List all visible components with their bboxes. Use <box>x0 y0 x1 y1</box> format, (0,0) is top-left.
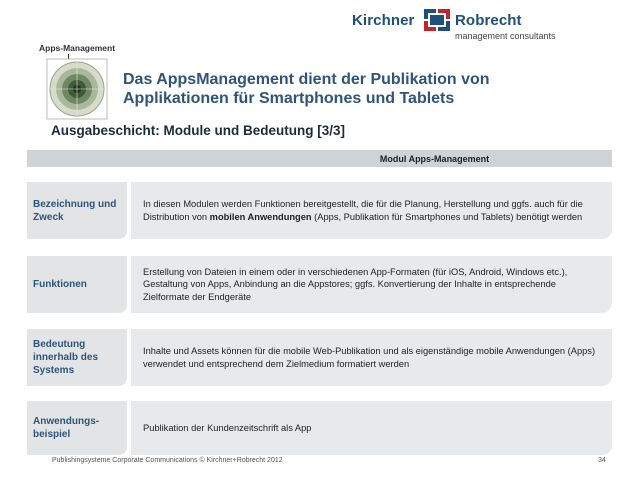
topic-label: Apps-Management <box>39 43 116 53</box>
row-label: Bedeutung innerhalb des Systems <box>27 329 127 386</box>
logo-subline: management consultants <box>455 31 556 41</box>
row-description-text: Inhalte und Assets können für die mobile Web-Publikation und als eigenständige mobile Anwendungen (Apps) verwendet und entsprechend dem Zielmedium formatiert werden <box>143 346 596 369</box>
row-description <box>131 256 612 313</box>
logo-word-left: Kirchner <box>352 12 415 29</box>
logo-word-right: Robrecht <box>455 12 522 29</box>
architecture-diagram-icon <box>46 58 108 120</box>
row-text-part: (Apps, Publikation für Smartphones und Tablets) benötigt werden <box>311 211 583 222</box>
page-title-line-2: Applikationen für Smartphones und Tablets <box>123 90 455 107</box>
footer-copyright: Publishingsysteme Corporate Communications © Kirchner+Robrecht 2012 <box>52 457 283 464</box>
section-subtitle: Ausgabeschicht: Module und Bedeutung [3/3] <box>51 123 346 138</box>
row-description <box>131 329 612 386</box>
page-title <box>123 70 623 108</box>
table-row <box>27 329 612 386</box>
row-description-text: Publikation der Kundenzeitschrift als App <box>143 422 312 433</box>
table-row <box>27 401 612 455</box>
page-title-line-1: Das AppsManagement dient der Publikation von <box>123 71 490 88</box>
row-description-text <box>143 198 604 223</box>
row-text-bold: mobilen Anwendungen <box>209 211 312 222</box>
column-header-label: Modul Apps-Management <box>379 153 490 164</box>
row-label: Bezeichnung und Zweck <box>27 182 127 239</box>
row-description <box>131 182 612 239</box>
page-number: 34 <box>598 457 606 464</box>
logo-mark-icon <box>424 9 450 31</box>
table-row <box>27 256 612 313</box>
row-description-text: Erstellung von Dateien in einem oder in verschiedenen App-Formaten (für iOS, Android, Windows etc.), Gestaltung von Apps, Anbindung an die Appstores; ggfs. Konvertierung der Inhalte in entsprechende Zielformate der Endgeräte <box>143 266 568 302</box>
row-description <box>131 401 612 455</box>
row-text-part: In diesen Modulen werden Funktionen bereitgestellt, die für die Planung, Herstellung und ggfs. auch für die Distribution von <box>143 199 583 222</box>
table-row <box>27 182 612 239</box>
company-logo <box>352 4 612 44</box>
column-header <box>27 150 612 167</box>
row-label: Anwendungs-beispiel <box>27 401 127 455</box>
row-label: Funktionen <box>27 256 127 313</box>
